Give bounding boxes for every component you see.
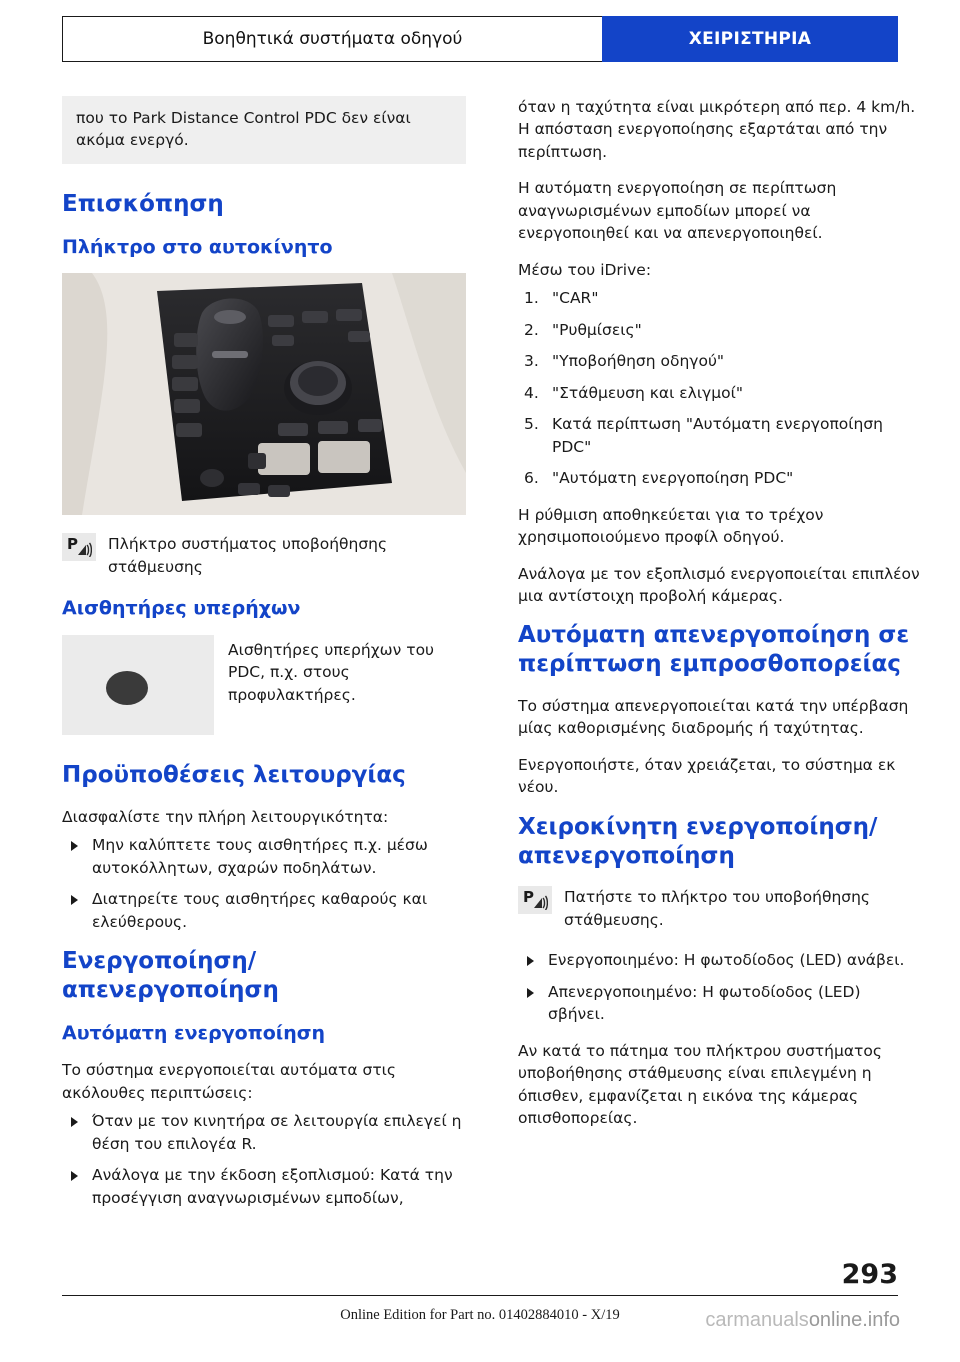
profile-paragraph: Η ρύθμιση αποθηκεύεται για το τρέχον χρησιμοποιούμενο προφίλ οδηγού. — [518, 505, 824, 547]
list-item: "Στάθμευση και ελιγμοί" — [552, 383, 743, 402]
page-number: 293 — [841, 1259, 898, 1290]
icon-wave-lines — [76, 541, 92, 557]
list-item: Απενεργοποιημένο: Η φωτοδίοδος (LED) σβήνει. — [518, 981, 922, 1026]
camera-paragraph: Ανάλογα με τον εξοπλισμό ενεργοποιείται επιπλέον μια αντίστοιχη προβολή κάμερας. — [518, 564, 920, 605]
continuation-note: που το Park Distance Control PDC δεν είναι ακόμα ενεργό. — [62, 96, 466, 164]
auto-deactivation-paragraph: Το σύστημα απενεργοποιείται κατά την υπέρβαση μίας καθορισμένης διαδρομής ή ταχύτητας. — [518, 696, 909, 738]
list-item: Διατηρείτε τους αισθητήρες καθαρούς και ελεύθερους. — [62, 888, 466, 933]
list-item: Ανάλογα με την έκδοση εξοπλισμού: Κατά την προσέγγιση αναγνωρισμένων εμποδίων, — [62, 1164, 466, 1209]
manual-button-caption: Πατήστε το πλήκτρο του υποβοήθησης στάθμευσης. — [564, 888, 871, 929]
icon-letter-p: P — [523, 888, 534, 907]
list-item: "CAR" — [552, 289, 599, 308]
auto-activation-paragraph: Η αυτόματη ενεργοποίηση σε περίπτωση αναγνωρισμένων εμποδίων μπορεί να ενεργοποιηθεί και να απενεργοποιηθεί. — [518, 179, 837, 243]
watermark — [705, 1309, 900, 1332]
header-chapter-title: ΧΕΙΡΙΣΤΗΡΙΑ — [602, 16, 898, 62]
activation-heading: Ενεργοποίηση/απενεργοποίηση — [62, 948, 279, 1003]
prerequisites-heading: Προϋποθέσεις λειτουργίας — [62, 762, 406, 788]
auto-activation-heading: Αυτόματη ενεργοποίηση — [62, 1021, 326, 1044]
manual-status-list — [518, 949, 922, 1025]
ultrasonic-caption: Αισθητήρες υπερήχων του PDC, π.χ. στους προφυλακτήρες. — [228, 641, 435, 704]
list-item: Μην καλύπτετε τους αισθητήρες π.χ. μέσω αυτοκόλλητων, σχαρών ποδηλάτων. — [62, 834, 466, 879]
ultrasonic-sensor-row — [62, 635, 466, 735]
watermark-part-a: carmanuals — [705, 1309, 809, 1331]
right-column — [518, 96, 922, 1144]
center-console-figure — [62, 273, 466, 515]
list-item: Όταν με τον κινητήρα σε λειτουργία επιλεγεί η θέση του επιλογέα R. — [62, 1110, 466, 1155]
list-item: "Ρυθμίσεις" — [552, 320, 642, 339]
idrive-intro: Μέσω του iDrive: — [518, 260, 652, 279]
list-item: "Αυτόματη ενεργοποίηση PDC" — [552, 469, 794, 488]
list-item: Ενεργοποιημένο: Η φωτοδίοδος (LED) ανάβει. — [518, 949, 922, 971]
parking-assist-button-icon — [62, 533, 96, 561]
watermark-part-b: online.info — [808, 1309, 900, 1331]
idrive-steps-list — [518, 287, 922, 489]
overview-heading: Επισκόπηση — [62, 190, 224, 217]
page-header — [62, 16, 898, 62]
ultrasonic-heading: Αισθητήρες υπερήχων — [62, 597, 301, 620]
ultrasonic-sensor-figure — [62, 635, 214, 735]
manual-activation-heading: Χειροκίνητη ενεργοποίηση/απενεργοποίηση — [518, 813, 878, 869]
park-button-caption: Πλήκτρο συστήματος υποβοήθησης στάθμευσης — [108, 535, 388, 576]
left-column — [62, 96, 466, 1223]
park-button-caption-row — [62, 533, 466, 578]
list-item: "Υποβοήθηση οδηγού" — [552, 352, 725, 371]
auto-activation-list — [62, 1110, 466, 1209]
parking-assist-button-icon — [518, 886, 552, 914]
prerequisites-intro: Διασφαλίστε την πλήρη λειτουργικότητα: — [62, 807, 389, 826]
auto-activation-intro: Το σύστημα ενεργοποιείται αυτόματα στις ακόλουθες περιπτώσεις: — [62, 1061, 397, 1102]
footer-divider — [62, 1295, 898, 1296]
icon-wave-lines — [532, 894, 548, 910]
continuation-paragraph: όταν η ταχύτητα είναι μικρότερη από περ. 4 km/h. Η απόσταση ενεργοποίησης εξαρτάται από την περίπτωση. — [518, 98, 916, 161]
footer-edition-text: Online Edition for Part no. 01402884010 - X/19 — [340, 1307, 620, 1323]
button-heading: Πλήκτρο στο αυτοκίνητο — [62, 235, 333, 258]
icon-letter-p: P — [67, 535, 78, 554]
center-console-illustration — [62, 273, 466, 515]
rear-view-paragraph: Αν κατά το πάτημα του πλήκτρου συστήματος υποβοήθησης στάθμευσης είναι επιλεγμένη η όπισθεν, εμφανίζεται η εικόνα της κάμερας οπισθοπορείας. — [518, 1041, 882, 1128]
header-section-title: Βοηθητικά συστήματα οδηγού — [62, 16, 602, 62]
auto-deactivation-heading: Αυτόματη απενεργοποίηση σε περίπτωση εμπροσθοπορείας — [518, 622, 910, 678]
list-item: Κατά περίπτωση "Αυτόματη ενεργοποίηση PDC" — [552, 415, 883, 456]
prerequisites-list — [62, 834, 466, 933]
manual-button-caption-row — [518, 886, 922, 931]
auto-deactivation-paragraph-2: Ενεργοποιήστε, όταν χρειάζεται, το σύστημα εκ νέου. — [518, 755, 896, 797]
sensor-dot — [106, 671, 148, 705]
